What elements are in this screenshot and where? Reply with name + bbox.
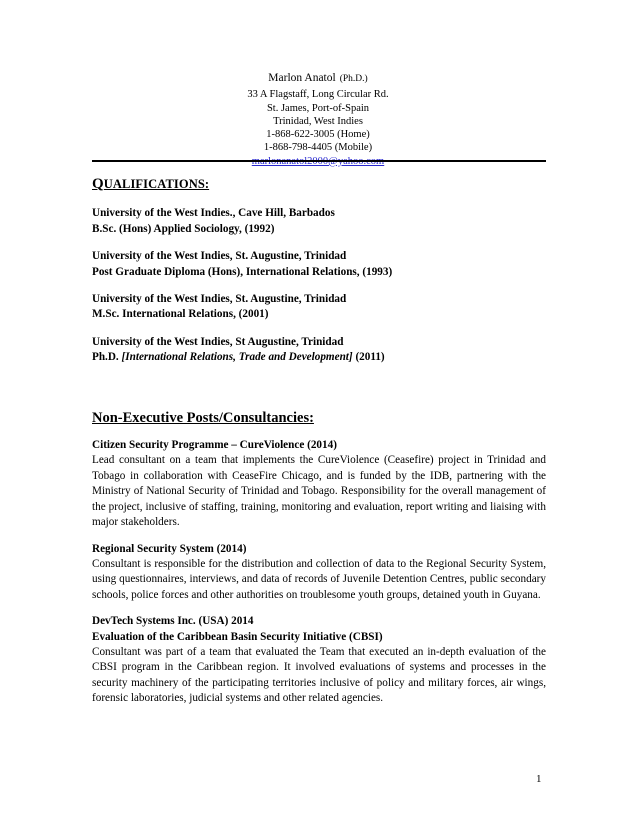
qualification-institution: University of the West Indies, St Augustine, Trinidad	[92, 335, 344, 348]
qualification-entry	[92, 249, 546, 280]
resume-body	[92, 177, 546, 718]
post-description: Consultant is responsible for the distribution and collection of data to the Regional Security System, using questionnaires, interviews, and data of records of Juvenile Detention Centres, public secondary schools, police forces and other authorities on troublesome youth groups, detained youth in Guyana.	[92, 557, 546, 601]
qualification-institution: University of the West Indies, St. Augustine, Trinidad	[92, 293, 347, 306]
qualifications-heading: QUALIFICATIONS:	[92, 176, 210, 192]
post-entry	[92, 614, 546, 706]
name-line	[244, 72, 392, 86]
post-description: Lead consultant on a team that implements the CureViolence (Ceasefire) project in Trinidad and Tobago in collaboration with CeaseFire Chicago, and is funded by the IDB, partnering with the Ministry of National Security of Trinidad and Tobago. Responsibility for the overall management of the project, inclusive of staffing, training, monitoring and evaluation, report writing and liaising with major stakeholders.	[92, 454, 546, 529]
address-line-1: 33 A Flagstaff, Long Circular Rd.	[247, 89, 389, 101]
qualification-institution: University of the West Indies, St. Augustine, Trinidad	[92, 250, 347, 263]
phd-field-italic: [International Relations, Trade and Development]	[121, 351, 353, 364]
phone-mobile: 1-868-798-4405 (Mobile)	[263, 142, 373, 154]
qualification-award: Ph.D. [International Relations, Trade and Development] (2011)	[92, 351, 385, 364]
qualification-entry	[92, 335, 546, 366]
post-description: Consultant was part of a team that evaluated the Team that executed an in-depth evaluation of the CBSI program in the Caribbean region. It involved evaluations of systems and processes in the security machinery of the participating territories inclusive of policy and military forces, air wings, forensic laboratories, judicial systems and other related agencies.	[92, 645, 546, 705]
qualification-award: M.Sc. International Relations, (2001)	[92, 308, 269, 321]
qualification-entry	[92, 292, 546, 323]
contact-header	[244, 72, 392, 168]
page-number: 1	[536, 773, 542, 785]
qualification-entry	[92, 206, 546, 237]
address-line-3: Trinidad, West Indies	[273, 115, 363, 127]
address-line-2: St. James, Port-of-Spain	[266, 102, 370, 114]
consultancies-heading: Non-Executive Posts/Consultancies:	[92, 409, 314, 426]
post-subtitle: Evaluation of the Caribbean Basin Security Initiative (CBSI)	[92, 630, 383, 643]
full-name: Marlon Anatol	[268, 72, 336, 84]
email-link[interactable]: marlonanatol2000@yahoo.com	[251, 155, 385, 167]
qualification-institution: University of the West Indies., Cave Hill, Barbados	[92, 207, 335, 220]
qualification-award: Post Graduate Diploma (Hons), International Relations, (1993)	[92, 265, 393, 278]
phone-home: 1-868-622-3005 (Home)	[266, 129, 370, 141]
degree-label: (Ph.D.)	[339, 74, 368, 84]
post-title: Regional Security System (2014)	[92, 542, 247, 555]
post-title: DevTech Systems Inc. (USA) 2014	[92, 615, 254, 628]
post-entry	[92, 438, 546, 530]
post-title: Citizen Security Programme – CureViolence (2014)	[92, 439, 337, 452]
post-entry	[92, 542, 546, 604]
header-divider	[92, 160, 546, 162]
qualification-award: B.Sc. (Hons) Applied Sociology, (1992)	[92, 222, 275, 235]
